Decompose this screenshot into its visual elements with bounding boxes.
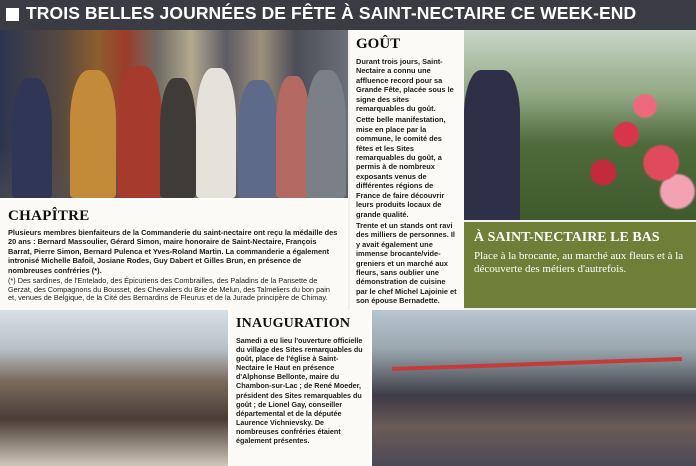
ribbon bbox=[392, 357, 682, 371]
heading-inauguration: INAUGURATION bbox=[236, 316, 351, 331]
page-title: TROIS BELLES JOURNÉES DE FÊTE À SAINT-NECTAIRE CE WEEK-END bbox=[26, 3, 637, 23]
photo-figure bbox=[12, 78, 52, 198]
photo-figure bbox=[306, 70, 346, 198]
article-chapitre-body: Plusieurs membres bienfaiteurs de la Commanderie du saint-nectaire ont reçu la médaille des 20 ans : Bernard Massoulier, Gérard Simon, maire honoraire de Saint-Nectaire, François Barrat, Pierre Simon, Bernard Pulenca et Yves-Roland Martin. La commanderie a également intronisé Michelle Bafoil, Josiane Rodes, Guy Dabert et Gilles Brun, en présence de nombreuses confréries (*). bbox=[8, 228, 338, 275]
photo-figure bbox=[118, 66, 162, 198]
photo-figure bbox=[464, 70, 520, 220]
header-square-icon bbox=[6, 8, 19, 21]
box-body: Place à la brocante, au marché aux fleurs et à la découverte des métiers d'autrefois. bbox=[474, 250, 684, 275]
heading-chapitre: CHAPÎTRE bbox=[8, 208, 90, 224]
article-gout bbox=[350, 30, 464, 310]
paragraph: Durant trois jours, Saint-Nectaire a connu une affluence record pour sa Grande Fête, placée sous le signe des sites remarquables du goût. bbox=[356, 57, 454, 114]
photo-stand-degustation bbox=[0, 310, 228, 466]
article-chapitre bbox=[0, 198, 348, 310]
heading-gout: GOÛT bbox=[356, 36, 401, 52]
article-gout-body bbox=[356, 57, 458, 306]
photo-figure bbox=[70, 70, 116, 198]
photo-marche-fleurs bbox=[464, 30, 696, 220]
box-saint-nectaire-le-bas bbox=[464, 222, 696, 308]
photo-figure bbox=[196, 68, 236, 198]
paragraph: Trente et un stands ont ravi des milliers de personnes. Il y avait également une immense brocante/vide-greniers et un marché aux fleurs, sans oublier une démonstration de cuisine par le chef Michel Lajoinie et son épouse Bernadette. bbox=[356, 220, 457, 306]
photo-figure bbox=[276, 76, 310, 198]
article-inauguration bbox=[228, 310, 372, 466]
article-inauguration-body: Samedi a eu lieu l'ouverture officielle du village des Sites remarquables du goût, place de l'église à Saint-Nectaire le Haut en présence d'Alphonse Bellonte, maire du Chambon-sur-Lac ; de René Moeder, président des Sites remarquables du goût ; de Lionel Gay, conseiller départemental et de la députée Laurence Vichnievsky. De nombreuses confréries étaient également présentes. bbox=[236, 336, 363, 446]
paragraph: Cette belle manifestation, mise en place par la commune, le comité des fêtes et les Sites remarquables du goût, a permis à de nombreux exposants venus de différentes régions de France de faire découvrir leurs produits locaux de grande qualité. bbox=[356, 115, 446, 219]
photo-inauguration bbox=[372, 310, 696, 466]
page-header bbox=[0, 0, 696, 30]
photo-figure bbox=[160, 78, 196, 198]
photo-chapitre bbox=[0, 30, 348, 198]
heading-saint-nectaire-le-bas: À SAINT-NECTAIRE LE BAS bbox=[474, 230, 660, 245]
article-chapitre-note: (*) Des sardines, de l'Entelado, des Épicuriens des Combrailles, des Paladins de la Pansette de Gerzat, des Compagnons du Bousset, des Chevaliers du Brie de Melun, des Talmeliers du bon pain et, venues de Belgique, de la Cité des Bernardins de Fleurus et de la Jurade principère de Chimay. bbox=[8, 276, 330, 303]
photo-figure bbox=[238, 80, 278, 198]
